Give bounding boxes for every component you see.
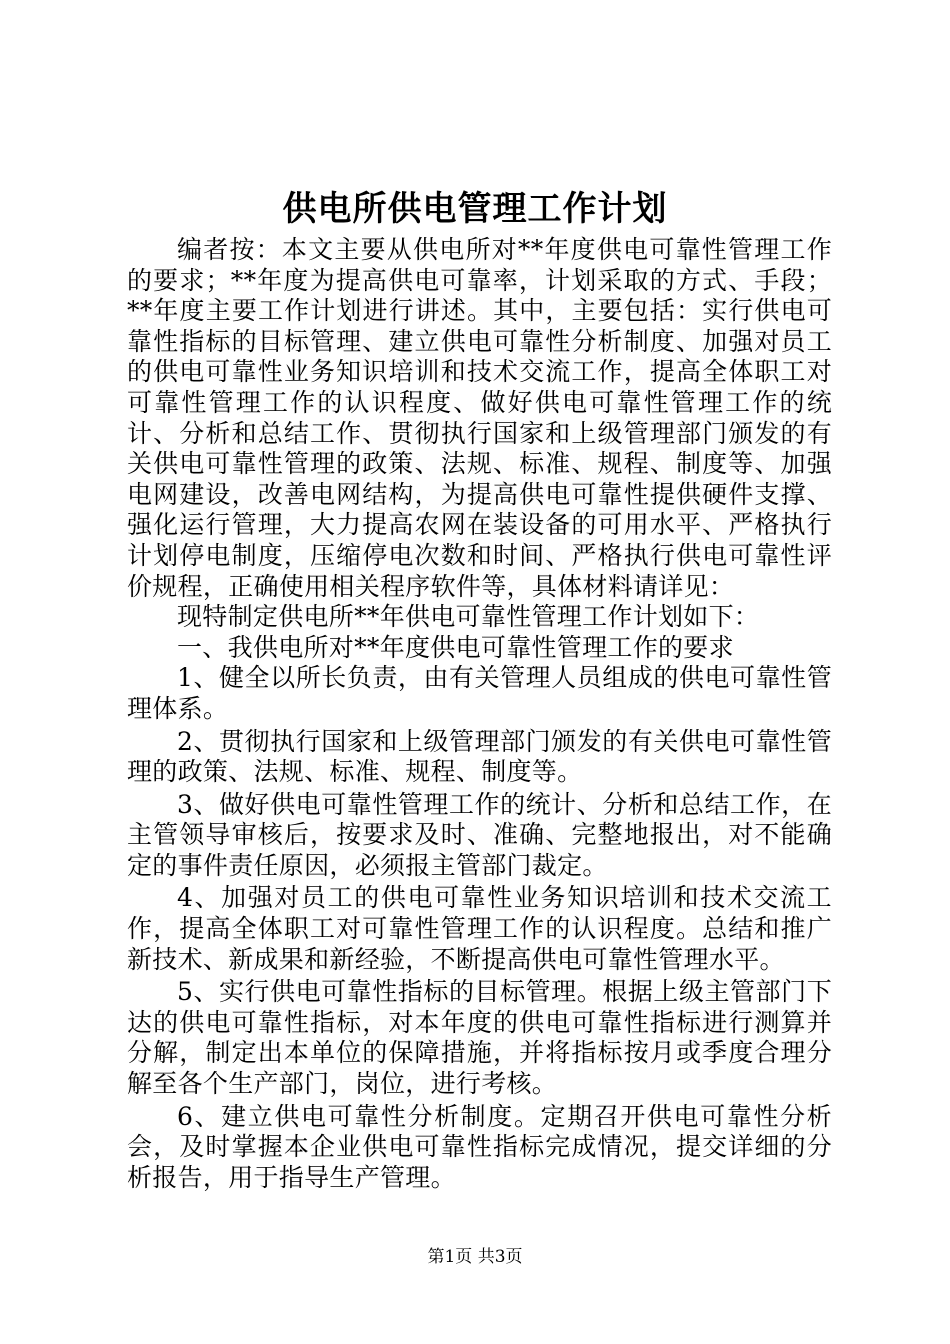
list-item-1: 1、健全以所长负责，由有关管理人员组成的供电可靠性管理体系。 — [127, 663, 832, 723]
list-item-6: 6、建立供电可靠性分析制度。定期召开供电可靠性分析会，及时掌握本企业供电可靠性指标完成情况，提交详细的分析报告，用于指导生产管理。 — [127, 1101, 832, 1192]
page-number-footer: 第1页 共3页 — [427, 1247, 523, 1267]
editor-note-paragraph: 编者按：本文主要从供电所对**年度供电可靠性管理工作的要求；**年度为提高供电可靠率，计划采取的方式、手段；**年度主要工作计划进行讲述。其中，主要包括：实行供电可靠性指标的目标管理、建立供电可靠性分析制度、加强对员工的供电可靠性业务知识培训和技术交流工作，提高全体职工对可靠性管理工作的认识程度、做好供电可靠性管理工作的统计、分析和总结工作、贯彻执行国家和上级管理部门颁发的有关供电可靠性管理的政策、法规、标准、规程、制度等、加强电网建设，改善电网结构，为提高供电可靠性提供硬件支撑、强化运行管理，大力提高农网在装设备的可用水平、严格执行计划停电制度，压缩停电次数和时间、严格执行供电可靠性评价规程，正确使用相关程序软件等，具体材料请详见： — [127, 235, 832, 601]
list-item-2: 2、贯彻执行国家和上级管理部门颁发的有关供电可靠性管理的政策、法规、标准、规程、制度等。 — [127, 726, 832, 787]
document-title: 供电所供电管理工作计划 — [282, 189, 668, 229]
list-item-5: 5、实行供电可靠性指标的目标管理。根据上级主管部门下达的供电可靠性指标，对本年度的供电可靠性指标进行测算并分解，制定出本单位的保障措施，并将指标按月或季度合理分解至各个生产部门，岗位，进行考核。 — [127, 977, 832, 1099]
list-item-3: 3、做好供电可靠性管理工作的统计、分析和总结工作，在主管领导审核后，按要求及时、准确、完整地报出，对不能确定的事件责任原因，必须报主管部门裁定。 — [127, 789, 832, 880]
section-heading-1: 一、我供电所对**年度供电可靠性管理工作的要求 — [177, 632, 734, 662]
document-body — [127, 235, 832, 1193]
intro-paragraph: 现特制定供电所**年供电可靠性管理工作计划如下： — [177, 602, 760, 632]
list-item-4: 4、加强对员工的供电可靠性业务知识培训和技术交流工作，提高全体职工对可靠性管理工作的认识程度。总结和推广新技术、新成果和新经验，不断提高供电可靠性管理水平。 — [127, 883, 832, 974]
